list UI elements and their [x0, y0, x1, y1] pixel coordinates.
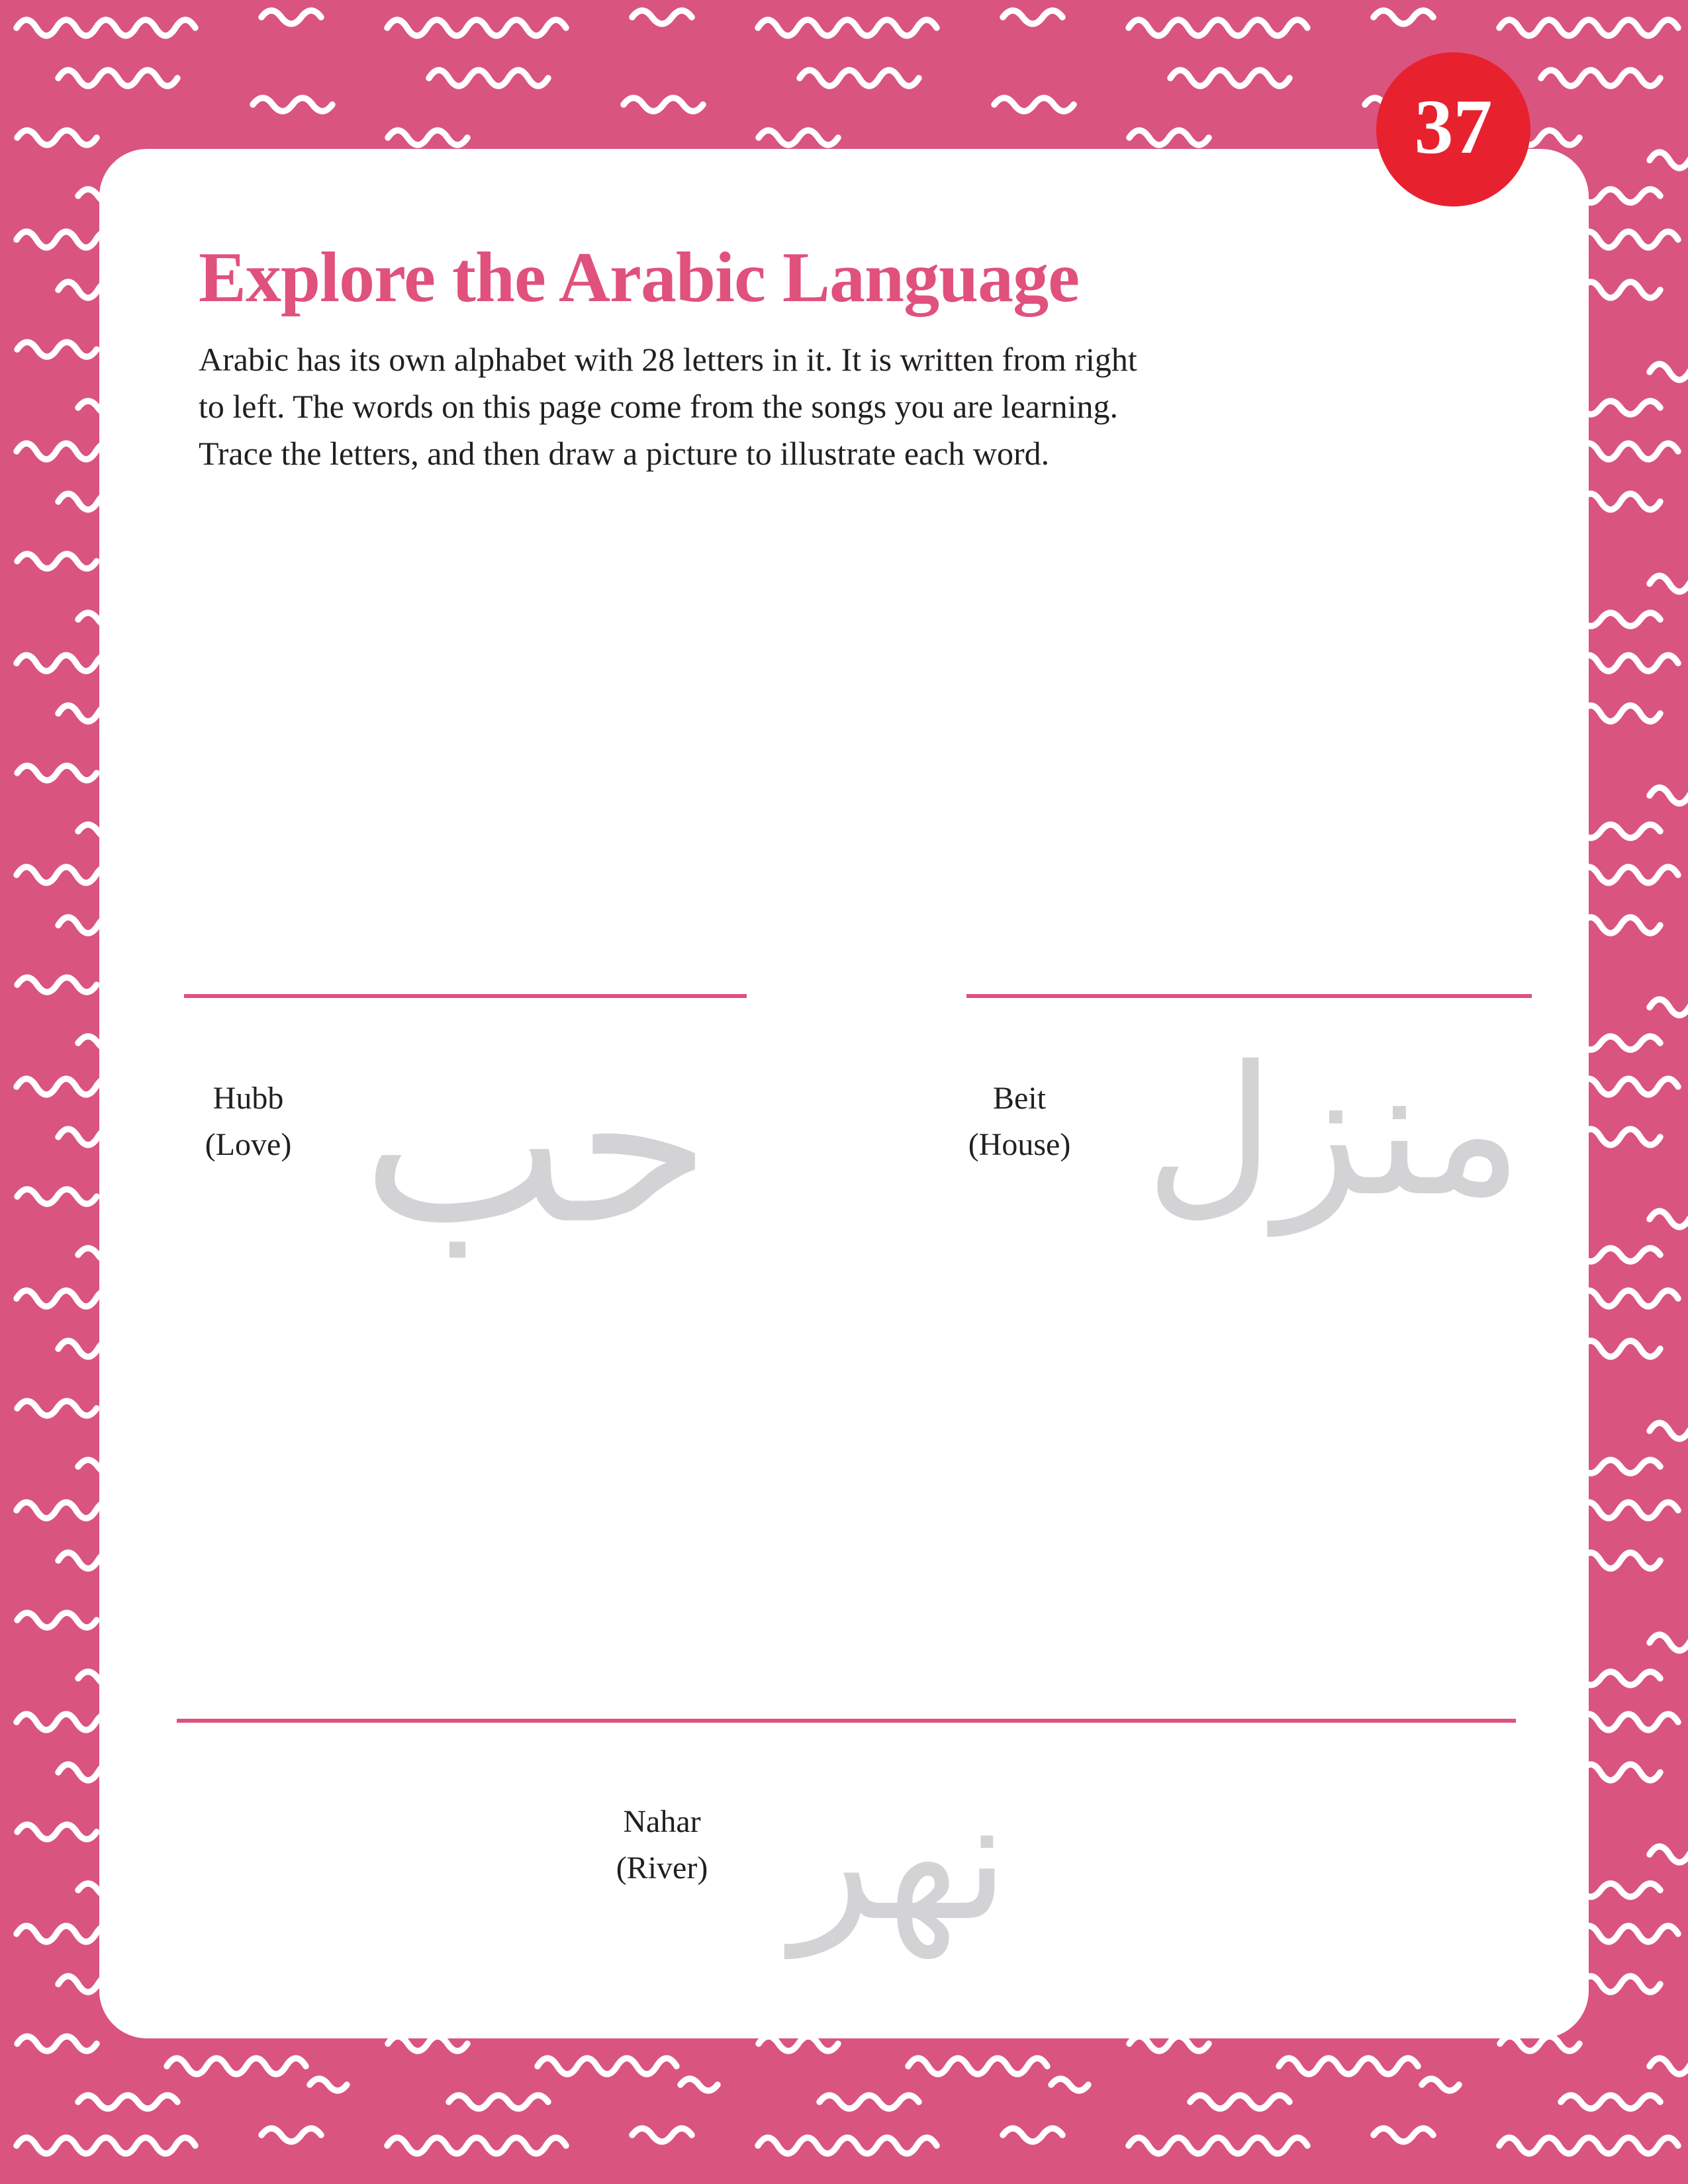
- word-gloss: (River): [616, 1850, 708, 1886]
- page-number-badge: [1376, 52, 1530, 206]
- intro-line: Arabic has its own alphabet with 28 letters in it. It is written from right: [199, 341, 1137, 378]
- word-latin: Hubb: [212, 1081, 284, 1116]
- arabic-trace-word-beit: منزل: [1145, 1027, 1523, 1236]
- intro-line: Trace the letters, and then draw a picture to illustrate each word.: [199, 435, 1050, 472]
- word-label-hubb: [142, 1075, 354, 1168]
- arabic-trace-word-nahar: نهر: [791, 1761, 1009, 1958]
- word-label-beit: [914, 1075, 1125, 1168]
- word-gloss: (Love): [205, 1127, 292, 1162]
- page-title: Explore the Arabic Language: [199, 238, 1080, 317]
- page-number: 37: [1414, 83, 1493, 170]
- word-latin: Nahar: [623, 1804, 701, 1839]
- intro-line: to left. The words on this page come from the songs you are learning.: [199, 388, 1119, 425]
- intro-paragraph: [199, 336, 1137, 477]
- arabic-trace-word-hubb: حب: [361, 1018, 712, 1272]
- word-gloss: (House): [968, 1127, 1071, 1162]
- drawing-area-rule-hubb: [184, 994, 747, 998]
- word-latin: Beit: [993, 1081, 1046, 1116]
